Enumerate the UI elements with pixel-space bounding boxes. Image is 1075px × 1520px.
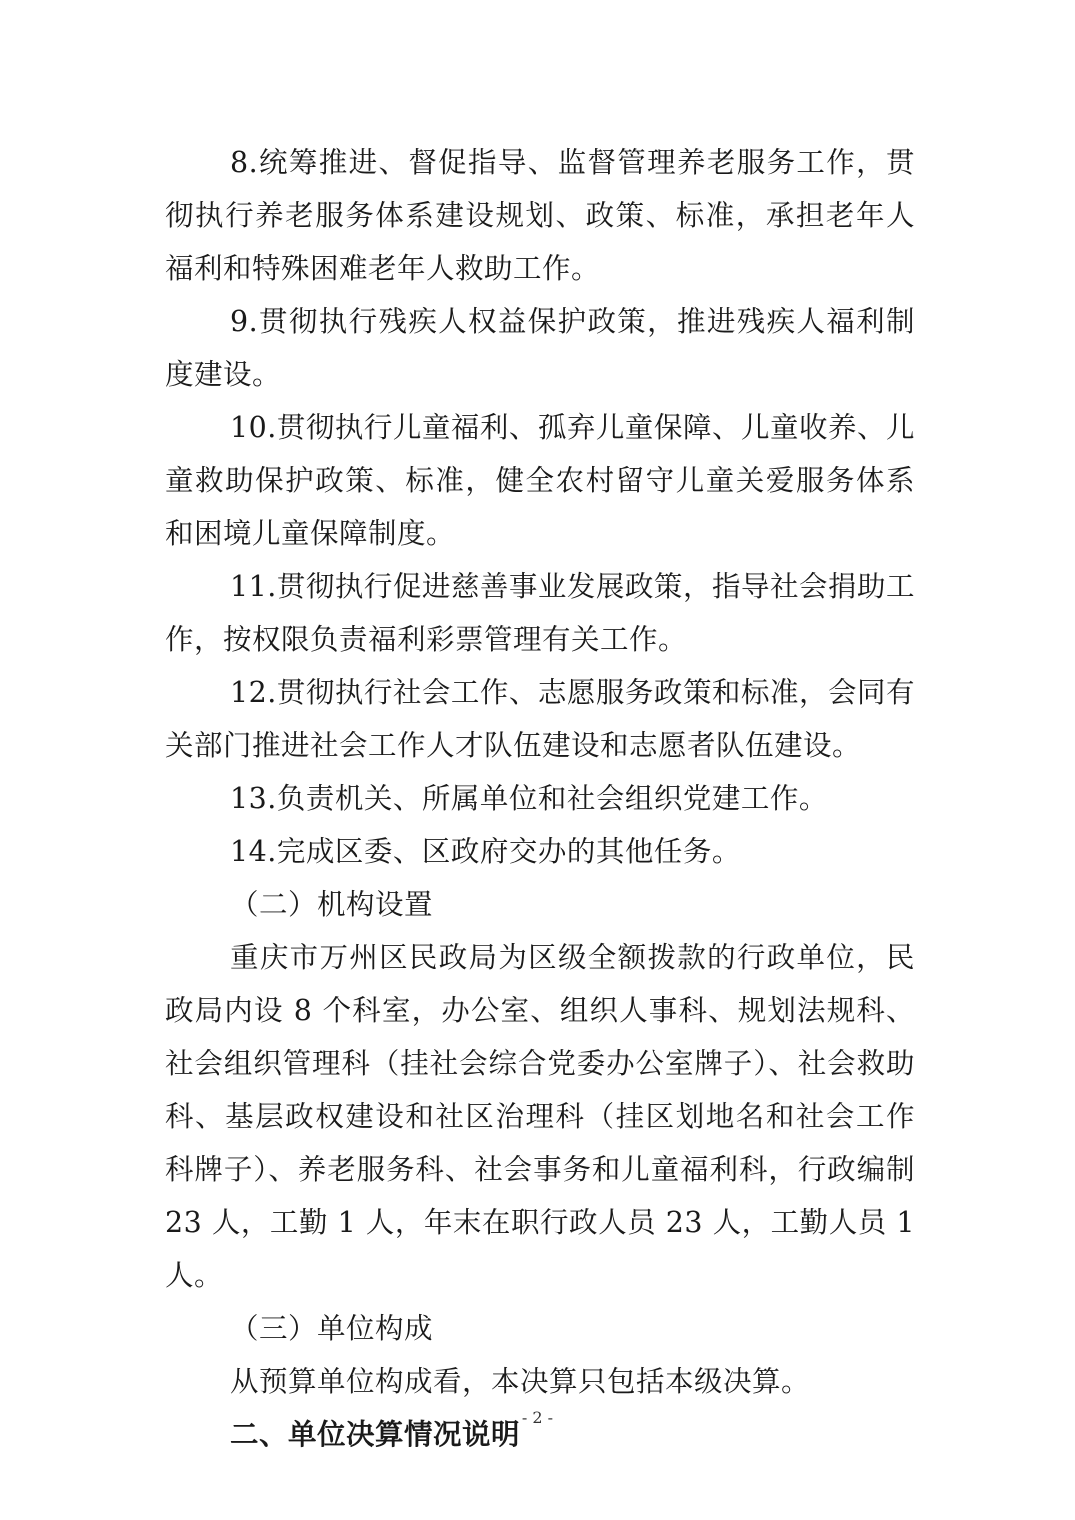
paragraph-item-13: 13.负责机关、所属单位和社会组织党建工作。: [230, 782, 828, 815]
paragraph-item-8: 8.统筹推进、督促指导、监督管理养老服务工作，贯彻执行养老服务体系建设规划、政策、标准，承担老年人福利和特殊困难老年人救助工作。: [165, 146, 915, 285]
page-number: - 2 -: [521, 1408, 554, 1427]
section-heading: 二、单位决算情况说明: [230, 1418, 521, 1451]
paragraph-item-9: 9.贯彻执行残疾人权益保护政策，推进残疾人福利制度建设。: [165, 305, 915, 391]
subheading-org-setup: （二）机构设置: [230, 888, 434, 921]
subheading-unit-composition: （三）单位构成: [230, 1312, 434, 1345]
paragraph-item-10: 10.贯彻执行儿童福利、孤弃儿童保障、儿童收养、儿童救助保护政策、标准，健全农村留守儿童关爱服务体系和困境儿童保障制度。: [165, 411, 915, 550]
paragraph-item-11: 11.贯彻执行促进慈善事业发展政策，指导社会捐助工作，按权限负责福利彩票管理有关工作。: [165, 570, 915, 656]
paragraph-item-12: 12.贯彻执行社会工作、志愿服务政策和标准，会同有关部门推进社会工作人才队伍建设和志愿者队伍建设。: [165, 676, 915, 762]
paragraph-unit-composition: 从预算单位构成看，本决算只包括本级决算。: [230, 1365, 811, 1398]
document-body: [165, 136, 915, 1461]
paragraph-org-setup: 重庆市万州区民政局为区级全额拨款的行政单位，民政局内设 8 个科室，办公室、组织人事科、规划法规科、社会组织管理科（挂社会综合党委办公室牌子）、社会救助科、基层政权建设和社区治理科（挂区划地名和社会工作科牌子）、养老服务科、社会事务和儿童福利科，行政编制 23 人，工勤 1 人，年末在职行政人员 23 人，工勤人员 1 人。: [165, 941, 915, 1292]
paragraph-item-14: 14.完成区委、区政府交办的其他任务。: [230, 835, 741, 868]
